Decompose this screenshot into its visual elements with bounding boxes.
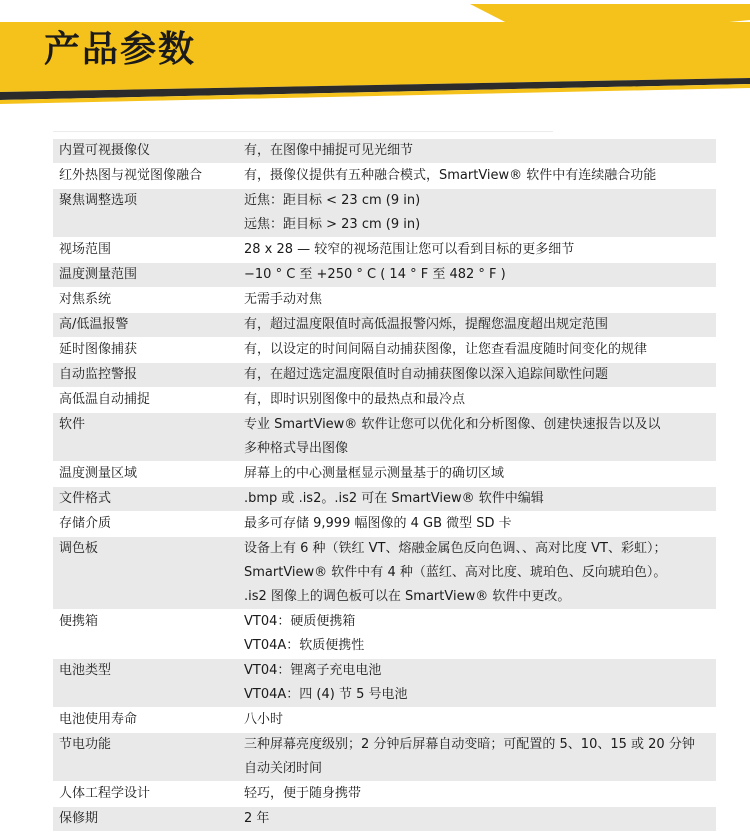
spec-label: 调色板 bbox=[59, 541, 99, 556]
page-title: 产品参数 bbox=[44, 29, 197, 70]
spec-value-line: 远焦：距目标 > 23 cm (9 in) bbox=[244, 217, 421, 232]
spec-value-line: 28 x 28 — 较窄的视场范围让您可以看到目标的更多细节 bbox=[244, 242, 575, 257]
spec-value bbox=[244, 338, 716, 362]
spec-label: 对焦系统 bbox=[59, 292, 112, 307]
spec-value-line: 三种屏幕亮度级别；2 分钟后屏幕自动变暗；可配置的 5、10、15 或 20 分钟 bbox=[244, 737, 695, 752]
spec-value bbox=[244, 313, 716, 337]
spec-value-line: VT04：锂离子充电电池 bbox=[244, 663, 382, 678]
spec-label: 存储介质 bbox=[59, 516, 112, 531]
spec-label: 视场范围 bbox=[59, 242, 112, 257]
spec-label: 保修期 bbox=[59, 811, 99, 826]
spec-row bbox=[53, 733, 716, 782]
spec-value-line: 有，超过温度限值时高低温报警闪烁，提醒您温度超出规定范围 bbox=[244, 317, 609, 332]
spec-label: 延时图像捕获 bbox=[59, 342, 138, 357]
spec-value bbox=[244, 512, 716, 536]
spec-row bbox=[53, 238, 716, 263]
spec-label: 软件 bbox=[59, 417, 86, 432]
spec-label: 温度测量区域 bbox=[59, 466, 138, 481]
spec-label: 高低温自动捕捉 bbox=[59, 392, 151, 407]
spec-label: 温度测量范围 bbox=[59, 267, 138, 282]
spec-value bbox=[244, 189, 716, 237]
spec-value-line: 2 年 bbox=[244, 811, 270, 826]
spec-value bbox=[244, 462, 716, 486]
spec-value-line: 近焦：距目标 < 23 cm (9 in) bbox=[244, 193, 421, 208]
spec-value bbox=[244, 238, 716, 262]
spec-row bbox=[53, 288, 716, 313]
spec-value-line: 有，以设定的时间间隔自动捕获图像，让您查看温度随时间变化的规律 bbox=[244, 342, 648, 357]
spec-value-line: 屏幕上的中心测量框显示测量基于的确切区域 bbox=[244, 466, 505, 481]
spec-value bbox=[244, 164, 716, 188]
spec-value bbox=[244, 733, 716, 781]
spec-row bbox=[53, 263, 716, 288]
spec-value bbox=[244, 708, 716, 732]
spec-value-line: VT04A：软质便携性 bbox=[244, 638, 365, 653]
spec-value bbox=[244, 288, 716, 312]
spec-label: 便携箱 bbox=[59, 614, 99, 629]
spec-row bbox=[53, 610, 716, 659]
spec-value-line: 最多可存储 9,999 幅图像的 4 GB 微型 SD 卡 bbox=[244, 516, 512, 531]
spec-value-line: .bmp 或 .is2。.is2 可在 SmartView® 软件中编辑 bbox=[244, 491, 544, 506]
spec-value-line: 轻巧，便于随身携带 bbox=[244, 786, 362, 801]
spec-row bbox=[53, 537, 716, 610]
spec-value-line: 有，即时识别图像中的最热点和最冷点 bbox=[244, 392, 466, 407]
spec-table bbox=[53, 139, 716, 832]
spec-value bbox=[244, 537, 716, 609]
spec-label: 红外热图与视觉图像融合 bbox=[59, 168, 203, 183]
spec-value bbox=[244, 807, 716, 831]
spec-value bbox=[244, 413, 716, 461]
spec-value-line: 多种格式导出图像 bbox=[244, 441, 349, 456]
spec-value-line: VT04：硬质便携箱 bbox=[244, 614, 356, 629]
spec-row bbox=[53, 139, 716, 164]
spec-label: 电池类型 bbox=[59, 663, 112, 678]
spec-row bbox=[53, 807, 716, 832]
spec-label: 文件格式 bbox=[59, 491, 112, 506]
spec-value-line: SmartView® 软件中有 4 种（蓝红、高对比度、琥珀色、反向琥珀色）。 bbox=[244, 565, 667, 580]
spec-row bbox=[53, 659, 716, 708]
spec-row bbox=[53, 164, 716, 189]
spec-value-line: 设备上有 6 种（铁红 VT、熔融金属色反向色调、、高对比度 VT、彩虹）； bbox=[244, 541, 667, 556]
spec-value-line: 专业 SmartView® 软件让您可以优化和分析图像、创建快速报告以及以 bbox=[244, 417, 661, 432]
spec-value-line: 自动关闭时间 bbox=[244, 761, 323, 776]
spec-row bbox=[53, 189, 716, 238]
spec-row bbox=[53, 313, 716, 338]
spec-label: 节电功能 bbox=[59, 737, 112, 752]
spec-row bbox=[53, 708, 716, 733]
spec-row bbox=[53, 462, 716, 487]
spec-value-line: 无需手动对焦 bbox=[244, 292, 323, 307]
spec-row bbox=[53, 512, 716, 537]
spec-value-line: .is2 图像上的调色板可以在 SmartView® 软件中更改。 bbox=[244, 589, 571, 604]
spec-label: 高/低温报警 bbox=[59, 317, 129, 332]
spec-value bbox=[244, 139, 716, 163]
spec-label: 聚焦调整选项 bbox=[59, 193, 138, 208]
spec-value bbox=[244, 659, 716, 707]
divider bbox=[53, 131, 553, 132]
spec-row bbox=[53, 413, 716, 462]
spec-value-line: VT04A：四 (4) 节 5 号电池 bbox=[244, 687, 408, 702]
spec-row bbox=[53, 487, 716, 512]
spec-row bbox=[53, 388, 716, 413]
header-banner bbox=[0, 0, 750, 110]
spec-value bbox=[244, 363, 716, 387]
spec-label: 电池使用寿命 bbox=[59, 712, 138, 727]
spec-value bbox=[244, 487, 716, 511]
spec-value-line: 有，在图像中捕捉可见光细节 bbox=[244, 143, 414, 158]
spec-value-line: 八小时 bbox=[244, 712, 284, 727]
spec-value-line: 有，摄像仪提供有五种融合模式，SmartView® 软件中有连续融合功能 bbox=[244, 168, 657, 183]
spec-value-line: 有，在超过选定温度限值时自动捕获图像以深入追踪间歇性问题 bbox=[244, 367, 609, 382]
spec-label: 自动监控警报 bbox=[59, 367, 138, 382]
spec-row bbox=[53, 363, 716, 388]
spec-value bbox=[244, 263, 716, 287]
spec-label: 内置可视摄像仪 bbox=[59, 143, 151, 158]
spec-value-line: −10 ° C 至 +250 ° C ( 14 ° F 至 482 ° F ) bbox=[244, 267, 506, 282]
spec-value bbox=[244, 388, 716, 412]
spec-row bbox=[53, 782, 716, 807]
spec-value bbox=[244, 610, 716, 658]
spec-value bbox=[244, 782, 716, 806]
spec-row bbox=[53, 338, 716, 363]
spec-label: 人体工程学设计 bbox=[59, 786, 151, 801]
